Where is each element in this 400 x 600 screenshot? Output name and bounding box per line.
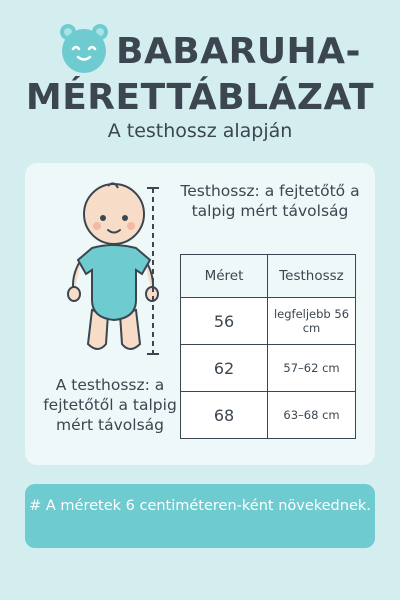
page-subtitle: A testhossz alapján [107,120,293,142]
column-header-size: Méret [181,255,268,298]
bear-face-icon [56,22,112,74]
size-cell: 62 [181,345,268,392]
table-row [181,298,356,345]
table-header-row [181,255,356,298]
length-cell: 57–62 cm [268,345,356,392]
size-cell: 56 [181,298,268,345]
header [0,18,400,118]
page-title-line1: BABARUHA- [116,31,361,72]
table-caption: Testhossz: a fejtetőtő a talpig mért távolság [180,182,360,220]
vertical-measure-icon [143,186,161,356]
page-title-line2: MÉRETTÁBLÁZAT [25,77,375,118]
column-header-length: Testhossz [268,255,356,298]
illustration-caption: A testhossz: a fejtetőtől a talpig mért távolság [43,376,177,434]
note-banner: # A méretek 6 centiméteren-ként növekednek. [25,484,375,548]
length-cell: legfeljebb 56 cm [268,298,356,345]
size-cell: 68 [181,392,268,439]
table-row [181,392,356,439]
size-table [180,254,356,439]
length-cell: 63–68 cm [268,392,356,439]
table-row [181,345,356,392]
